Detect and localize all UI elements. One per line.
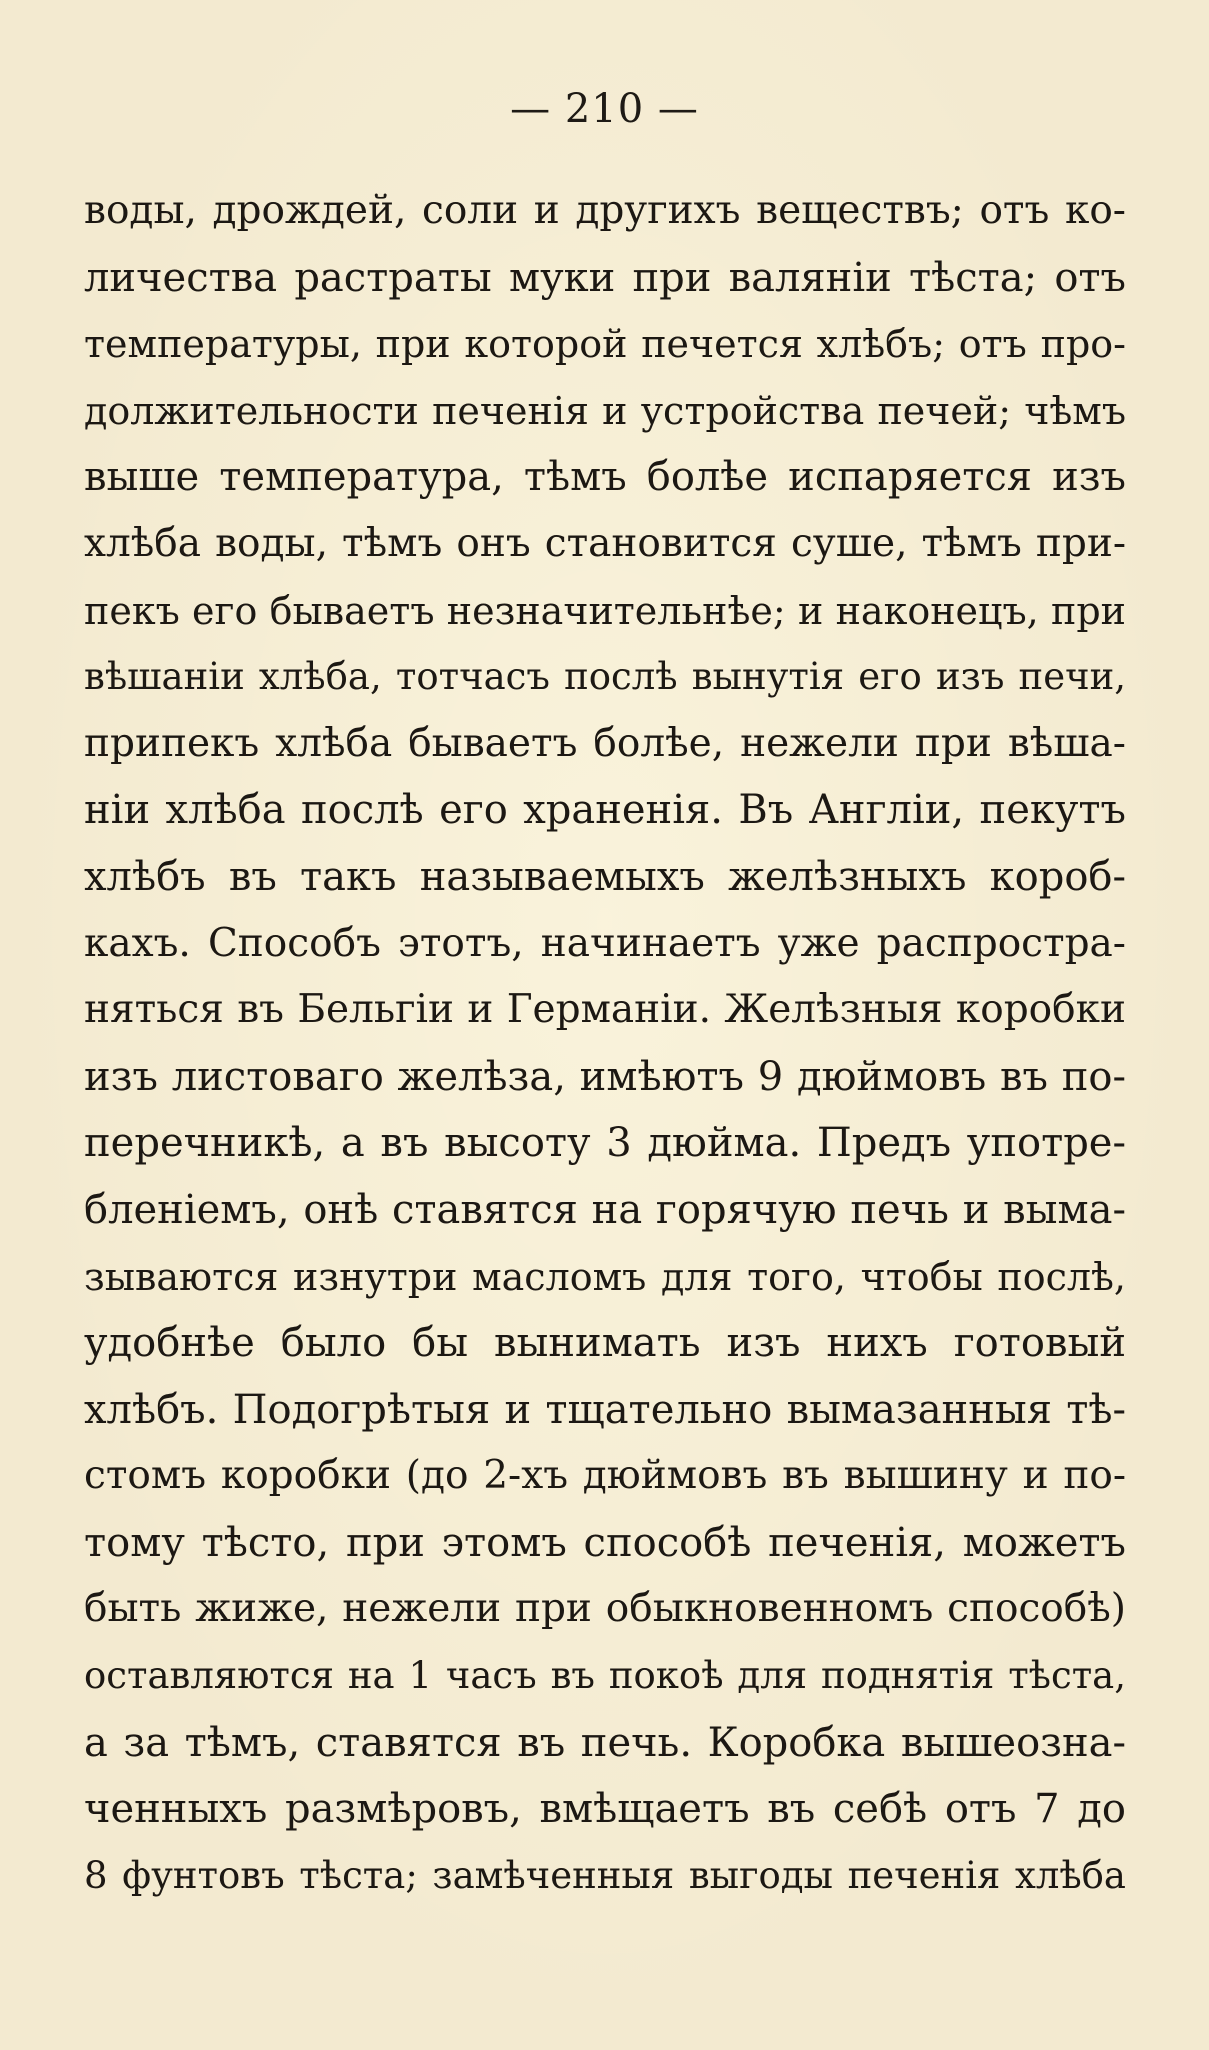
text-line: тому тѣсто, при этомъ способѣ печенія, можетъ: [84, 1519, 1126, 1566]
text-line: перечникѣ, а въ высоту 3 дюйма. Предъ употре-: [84, 1120, 1126, 1167]
text-line: припекъ хлѣба бываетъ болѣе, нежели при вѣша-: [84, 720, 1126, 766]
text-line: 8 фунтовъ тѣста; замѣченныя выгоды печенія хлѣба: [84, 1853, 1126, 1897]
text-line: бленіемъ, онѣ ставятся на горячую печь и выма-: [84, 1186, 1126, 1233]
text-line: ченныхъ размѣровъ, вмѣщаетъ въ себѣ отъ 7 до: [84, 1786, 1126, 1833]
text-line: температуры, при которой печется хлѣбъ; отъ про-: [84, 322, 1126, 367]
text-line: личества растраты муки при валяніи тѣста; отъ: [84, 254, 1126, 301]
text-line: должительности печенія и устройства печей; чѣмъ: [84, 388, 1126, 433]
text-line: быть жиже, нежели при обыкновенномъ способѣ): [84, 1586, 1126, 1632]
text-line: ніи хлѣба послѣ его храненія. Въ Англіи, пекутъ: [84, 787, 1126, 834]
text-line: зываются изнутри масломъ для того, чтобы послѣ,: [84, 1254, 1126, 1299]
text-line: вѣшаніи хлѣба, тотчасъ послѣ вынутія его изъ печи,: [84, 655, 1126, 699]
text-line: а за тѣмъ, ставятся въ печь. Коробка вышеозна-: [84, 1719, 1126, 1766]
text-line: воды, дрождей, соли и другихъ веществъ; отъ ко-: [84, 188, 1126, 233]
text-line: хлѣба воды, тѣмъ онъ становится суше, тѣмъ при-: [84, 520, 1126, 566]
text-line: удобнѣе было бы вынимать изъ нихъ готовый: [84, 1320, 1126, 1367]
text-line: изъ листоваго желѣза, имѣютъ 9 дюймовъ въ по-: [84, 1053, 1126, 1100]
text-line: кахъ. Способъ этотъ, начинаетъ уже распростра-: [84, 920, 1126, 966]
body-text: [84, 178, 1126, 1909]
text-line: хлѣбъ. Подогрѣтыя и тщательно вымазанныя тѣ-: [84, 1386, 1126, 1433]
text-line: оставляются на 1 часъ въ покоѣ для поднятія тѣста,: [84, 1654, 1126, 1698]
text-line: пекъ его бываетъ незначительнѣе; и наконецъ, при: [84, 588, 1126, 633]
text-line: хлѣбъ въ такъ называемыхъ желѣзныхъ короб-: [84, 853, 1126, 900]
text-line: няться въ Бельгіи и Германіи. Желѣзныя коробки: [84, 987, 1126, 1033]
text-line: стомъ коробки (до 2-хъ дюймовъ въ вышину и по-: [84, 1453, 1126, 1499]
text-line: выше температура, тѣмъ болѣе испаряется изъ: [84, 454, 1126, 501]
page-number: — 210 —: [510, 86, 699, 132]
